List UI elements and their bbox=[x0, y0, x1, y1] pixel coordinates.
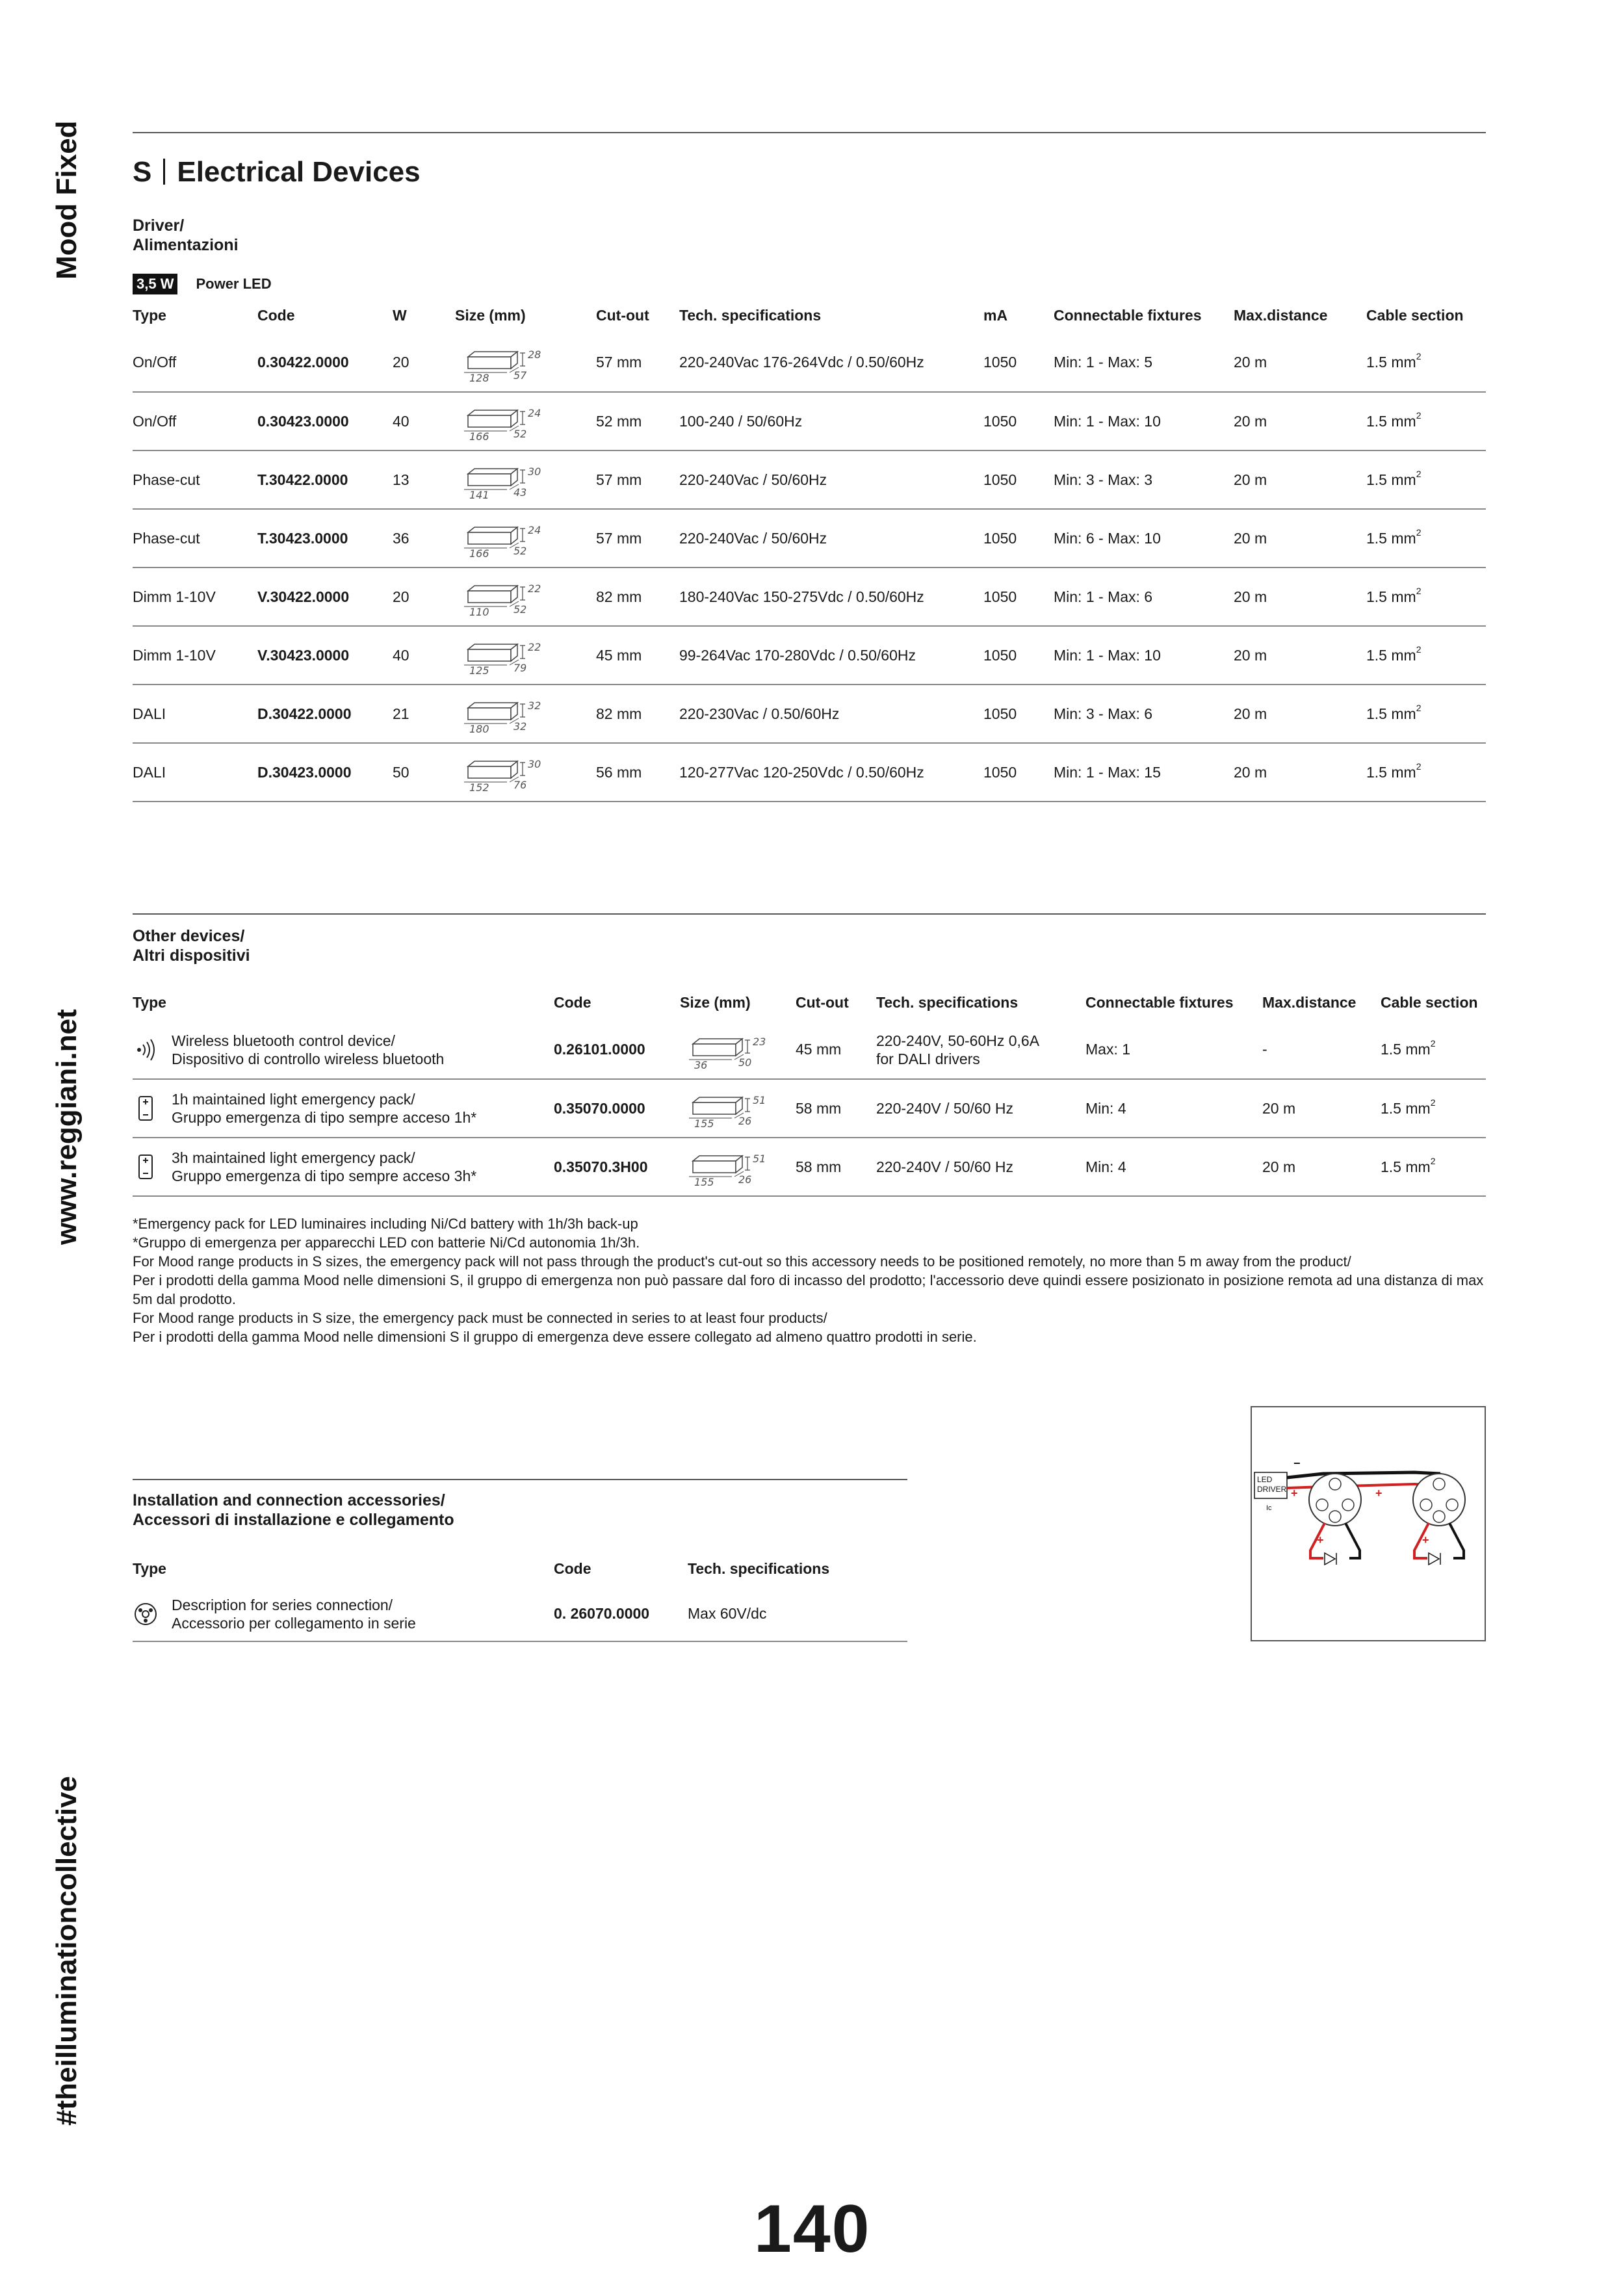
product-code: V.30422.0000 bbox=[257, 567, 393, 626]
connectable-fixtures: Min: 4 bbox=[1085, 1079, 1262, 1138]
driver-header-row bbox=[133, 297, 1486, 333]
tech-spec: 220-240V / 50/60 Hz bbox=[876, 1138, 1085, 1196]
product-code: 0.26101.0000 bbox=[554, 1021, 680, 1079]
size-length: 125 bbox=[469, 664, 489, 674]
table-row bbox=[133, 1138, 1486, 1196]
col-size: Size (mm) bbox=[455, 306, 526, 324]
box-dimension-icon bbox=[455, 344, 552, 382]
wattage: 20 bbox=[393, 567, 455, 626]
max-distance: 20 m bbox=[1234, 743, 1366, 802]
size-width: 26 bbox=[738, 1173, 752, 1186]
wattage: 13 bbox=[393, 450, 455, 509]
size-width: 57 bbox=[513, 369, 527, 382]
note-line: Per i prodotti della gamma Mood nelle dimensioni S, il gruppo di emergenza non può passare dal foro di incasso del prodotto; l'accessorio deve quindi essere posizionato in posizione remota ad una distanza di max 5m dal prodotto. bbox=[133, 1272, 1484, 1307]
install-heading-en: Installation and connection accessories/ bbox=[133, 1491, 445, 1509]
other-heading-it: Altri dispositivi bbox=[133, 946, 250, 965]
type: Phase-cut bbox=[133, 450, 257, 509]
wiring-diagram-svg bbox=[1252, 1407, 1485, 1640]
note-line: *Gruppo di emergenza per apparecchi LED con batterie Ni/Cd autonomia 1h/3h. bbox=[133, 1234, 640, 1251]
cable-section: 1.5 $mm^2$ bbox=[1366, 626, 1486, 685]
tech-spec: 220-240Vac 176-264Vdc / 0.50/60Hz bbox=[679, 333, 983, 392]
wattage: 40 bbox=[393, 626, 455, 685]
table-row bbox=[133, 1079, 1486, 1138]
other-devices-table bbox=[133, 984, 1486, 1197]
cable-section: 1.5 $mm^2$ bbox=[1381, 1079, 1486, 1138]
cut-out: 57 mm bbox=[596, 509, 679, 567]
driver-heading-it: Alimentazioni bbox=[133, 236, 239, 254]
size-height: 32 bbox=[528, 699, 541, 712]
size-length: 155 bbox=[694, 1117, 714, 1127]
col-type: Type bbox=[133, 1559, 166, 1577]
max-distance: 20 m bbox=[1234, 333, 1366, 392]
box-dimension-icon bbox=[680, 1089, 777, 1127]
col-spec: Tech. specifications bbox=[679, 306, 822, 324]
size-length: 166 bbox=[469, 430, 489, 440]
tech-spec: 99-264Vac 170-280Vdc / 0.50/60Hz bbox=[679, 626, 983, 685]
table-row bbox=[133, 392, 1486, 450]
table-row bbox=[133, 450, 1486, 509]
col-code: Code bbox=[554, 993, 591, 1011]
table-row bbox=[133, 509, 1486, 567]
type-en: Wireless bluetooth control device/ bbox=[172, 1032, 395, 1049]
col-cutout: Cut-out bbox=[796, 993, 849, 1011]
note-line: Per i prodotti della gamma Mood nelle dimensioni S il gruppo di emergenza deve essere collegato ad almeno quattro prodotti in serie. bbox=[133, 1329, 977, 1345]
milliamps: 1050 bbox=[983, 333, 1054, 392]
milliamps: 1050 bbox=[983, 450, 1054, 509]
max-distance: 20 m bbox=[1262, 1079, 1381, 1138]
wattage: 20 bbox=[393, 333, 455, 392]
box-dimension-icon bbox=[455, 636, 552, 674]
size-length: 155 bbox=[694, 1176, 714, 1186]
size-height: 24 bbox=[528, 407, 541, 419]
milliamps: 1050 bbox=[983, 567, 1054, 626]
title-separator bbox=[163, 159, 165, 185]
tech-spec: 220-240Vac / 50/60Hz bbox=[679, 509, 983, 567]
tech-spec: 220-230Vac / 0.50/60Hz bbox=[679, 685, 983, 743]
cable-section: 1.5 $mm^2$ bbox=[1381, 1021, 1486, 1079]
col-type: Type bbox=[133, 306, 166, 324]
connectable-fixtures: Min: 1 - Max: 15 bbox=[1054, 743, 1234, 802]
max-distance: 20 m bbox=[1234, 392, 1366, 450]
size-height: 22 bbox=[528, 582, 541, 595]
connectable-fixtures: Min: 1 - Max: 6 bbox=[1054, 567, 1234, 626]
side-label-hashtag: #theilluminationcollective bbox=[51, 1776, 83, 2126]
max-distance: 20 m bbox=[1234, 567, 1366, 626]
size-length: 36 bbox=[694, 1058, 708, 1069]
type: On/Off bbox=[133, 333, 257, 392]
size bbox=[455, 509, 596, 567]
driver-label-2: DRIVER bbox=[1257, 1485, 1287, 1494]
connector-icon bbox=[133, 1601, 159, 1627]
install-header-row bbox=[133, 1550, 907, 1587]
install-rule bbox=[133, 1479, 907, 1480]
note-line: For Mood range products in S size, the emergency pack must be connected in series to at least four products/ bbox=[133, 1310, 827, 1326]
type: On/Off bbox=[133, 392, 257, 450]
plus-sign-3: + bbox=[1317, 1533, 1324, 1546]
led-1 bbox=[1325, 1553, 1335, 1565]
title-text: Electrical Devices bbox=[177, 156, 421, 188]
col-ma: mA bbox=[983, 306, 1008, 324]
type: DALI bbox=[133, 685, 257, 743]
wire-black-top bbox=[1287, 1472, 1440, 1478]
side-label-mood-fixed: Mood Fixed bbox=[51, 120, 83, 280]
size-length: 128 bbox=[469, 371, 489, 382]
size bbox=[455, 567, 596, 626]
type-it: Dispositivo di controllo wireless bluetooth bbox=[172, 1050, 445, 1067]
max-distance: 20 m bbox=[1234, 626, 1366, 685]
other-rule bbox=[133, 913, 1486, 915]
bluetooth-icon bbox=[133, 1037, 159, 1063]
table-row bbox=[133, 685, 1486, 743]
wattage: 50 bbox=[393, 743, 455, 802]
led-2 bbox=[1429, 1553, 1439, 1565]
size-height: 28 bbox=[528, 348, 541, 361]
box-dimension-icon bbox=[455, 402, 552, 440]
driver-table bbox=[133, 297, 1486, 802]
cut-out: 58 mm bbox=[796, 1138, 876, 1196]
size bbox=[455, 450, 596, 509]
page-title bbox=[133, 156, 421, 189]
table-row bbox=[133, 626, 1486, 685]
milliamps: 1050 bbox=[983, 626, 1054, 685]
plus-sign-4: + bbox=[1422, 1533, 1429, 1546]
product-code: 0.35070.0000 bbox=[554, 1079, 680, 1138]
col-spec: Tech. specifications bbox=[876, 993, 1019, 1011]
size-length: 152 bbox=[469, 781, 489, 791]
type: Dimm 1-10V bbox=[133, 626, 257, 685]
tech-spec: 100-240 / 50/60Hz bbox=[679, 392, 983, 450]
product-code: D.30422.0000 bbox=[257, 685, 393, 743]
page-number: 140 bbox=[754, 2191, 871, 2267]
size-length: 141 bbox=[469, 489, 489, 499]
tech-spec: 220-240V / 50/60 Hz bbox=[876, 1079, 1085, 1138]
connectable-fixtures: Min: 1 - Max: 5 bbox=[1054, 333, 1234, 392]
power-badge: 3,5 W bbox=[133, 274, 177, 294]
box-dimension-icon bbox=[455, 461, 552, 499]
col-code: Code bbox=[554, 1559, 591, 1577]
tech-spec: 180-240Vac 150-275Vdc / 0.50/60Hz bbox=[679, 567, 983, 626]
size bbox=[455, 626, 596, 685]
product-code: 0. 26070.0000 bbox=[554, 1587, 688, 1641]
type-it: Gruppo emergenza di tipo sempre acceso 3h* bbox=[172, 1168, 477, 1184]
cable-section: 1.5 $mm^2$ bbox=[1366, 392, 1486, 450]
cut-out: 52 mm bbox=[596, 392, 679, 450]
cable-section: 1.5 $mm^2$ bbox=[1366, 509, 1486, 567]
size-height: 51 bbox=[753, 1094, 766, 1106]
milliamps: 1050 bbox=[983, 685, 1054, 743]
table-row bbox=[133, 1021, 1486, 1079]
title-prefix: S bbox=[133, 156, 152, 188]
connectable-fixtures: Min: 1 - Max: 10 bbox=[1054, 626, 1234, 685]
cable-section: 1.5 $mm^2$ bbox=[1366, 685, 1486, 743]
size-width: 52 bbox=[513, 603, 527, 616]
cut-out: 57 mm bbox=[596, 450, 679, 509]
wattage: 40 bbox=[393, 392, 455, 450]
size bbox=[455, 333, 596, 392]
size-length: 166 bbox=[469, 547, 489, 557]
cut-out: 45 mm bbox=[796, 1021, 876, 1079]
connectable-fixtures: Max: 1 bbox=[1085, 1021, 1262, 1079]
size-height: 23 bbox=[753, 1035, 766, 1048]
cable-section: 1.5 $mm^2$ bbox=[1366, 743, 1486, 802]
tech-spec: 220-240V, 50-60Hz 0,6A for DALI drivers bbox=[876, 1021, 1085, 1079]
col-code: Code bbox=[257, 306, 295, 324]
col-fixtures: Connectable fixtures bbox=[1054, 306, 1202, 324]
wattage: 36 bbox=[393, 509, 455, 567]
tech-spec: 220-240Vac / 50/60Hz bbox=[679, 450, 983, 509]
plus-sign-1: + bbox=[1291, 1487, 1298, 1500]
driver-heading bbox=[133, 216, 239, 255]
size-height: 30 bbox=[528, 465, 541, 478]
connectable-fixtures: Min: 3 - Max: 6 bbox=[1054, 685, 1234, 743]
cut-out: 45 mm bbox=[596, 626, 679, 685]
connectable-fixtures: Min: 1 - Max: 10 bbox=[1054, 392, 1234, 450]
col-distance: Max.distance bbox=[1234, 306, 1328, 324]
driver-label-1: LED bbox=[1257, 1475, 1273, 1484]
max-distance: 20 m bbox=[1234, 685, 1366, 743]
size bbox=[455, 685, 596, 743]
cable-section: 1.5 $mm^2$ bbox=[1366, 567, 1486, 626]
col-distance: Max.distance bbox=[1262, 993, 1357, 1011]
box-dimension-icon bbox=[455, 578, 552, 616]
plus-sign-2: + bbox=[1375, 1487, 1383, 1500]
max-distance: 20 m bbox=[1234, 509, 1366, 567]
size-width: 52 bbox=[513, 545, 527, 557]
other-heading-en: Other devices/ bbox=[133, 927, 245, 945]
size-length: 180 bbox=[469, 723, 489, 733]
size-height: 22 bbox=[528, 641, 541, 653]
col-w: W bbox=[393, 306, 407, 324]
col-spec: Tech. specifications bbox=[688, 1559, 830, 1577]
milliamps: 1050 bbox=[983, 743, 1054, 802]
size bbox=[680, 1021, 796, 1079]
side-label-website[interactable]: www.reggiani.net bbox=[51, 1009, 83, 1245]
connectable-fixtures: Min: 4 bbox=[1085, 1138, 1262, 1196]
table-row bbox=[133, 567, 1486, 626]
max-distance: 20 m bbox=[1234, 450, 1366, 509]
size bbox=[680, 1138, 796, 1196]
type-it: Gruppo emergenza di tipo sempre acceso 1h* bbox=[172, 1109, 477, 1126]
minus-sign-1: − bbox=[1293, 1457, 1301, 1470]
col-cable: Cable section bbox=[1381, 993, 1478, 1011]
type: Dimm 1-10V bbox=[133, 567, 257, 626]
size-length: 110 bbox=[469, 606, 489, 616]
product-code: 0.30422.0000 bbox=[257, 333, 393, 392]
size bbox=[455, 392, 596, 450]
ic-label: Ic bbox=[1266, 1504, 1272, 1512]
tech-spec: 120-277Vac 120-250Vdc / 0.50/60Hz bbox=[679, 743, 983, 802]
col-size: Size (mm) bbox=[680, 993, 751, 1011]
size-width: 43 bbox=[513, 486, 527, 499]
install-table bbox=[133, 1550, 907, 1642]
col-cutout: Cut-out bbox=[596, 306, 649, 324]
size-width: 32 bbox=[513, 720, 527, 733]
size-width: 26 bbox=[738, 1115, 752, 1127]
size-height: 24 bbox=[528, 524, 541, 536]
cut-out: 57 mm bbox=[596, 333, 679, 392]
install-heading-it: Accessori di installazione e collegamento bbox=[133, 1511, 454, 1529]
cut-out: 82 mm bbox=[596, 567, 679, 626]
size-width: 79 bbox=[513, 662, 527, 674]
milliamps: 1050 bbox=[983, 392, 1054, 450]
max-distance: - bbox=[1262, 1021, 1381, 1079]
wattage: 21 bbox=[393, 685, 455, 743]
type-en: 3h maintained light emergency pack/ bbox=[172, 1149, 415, 1166]
battery-icon bbox=[133, 1154, 159, 1180]
cut-out: 58 mm bbox=[796, 1079, 876, 1138]
box-dimension-icon bbox=[455, 695, 552, 733]
col-cable: Cable section bbox=[1366, 306, 1464, 324]
table-row bbox=[133, 743, 1486, 802]
product-code: T.30423.0000 bbox=[257, 509, 393, 567]
product-code: 0.35070.3H00 bbox=[554, 1138, 680, 1196]
other-heading bbox=[133, 926, 250, 965]
cut-out: 56 mm bbox=[596, 743, 679, 802]
product-code: D.30423.0000 bbox=[257, 743, 393, 802]
milliamps: 1050 bbox=[983, 509, 1054, 567]
top-rule bbox=[133, 132, 1486, 133]
box-dimension-icon bbox=[455, 753, 552, 791]
note-line: For Mood range products in S sizes, the emergency pack will not pass through the product's cut-out so this accessory needs to be positioned remotely, no more than 5 m away from the product/ bbox=[133, 1253, 1351, 1270]
tech-spec: Max 60V/dc bbox=[688, 1587, 907, 1641]
box-dimension-icon bbox=[680, 1031, 777, 1069]
size-width: 76 bbox=[513, 779, 527, 791]
connectable-fixtures: Min: 3 - Max: 3 bbox=[1054, 450, 1234, 509]
type-en: Description for series connection/ bbox=[172, 1596, 393, 1613]
power-badge-label: Power LED bbox=[196, 276, 272, 292]
series-connection-diagram bbox=[1251, 1406, 1486, 1641]
note-line: *Emergency pack for LED luminaires including Ni/Cd battery with 1h/3h back-up bbox=[133, 1216, 638, 1232]
cable-section: 1.5 $mm^2$ bbox=[1381, 1138, 1486, 1196]
driver-heading-en: Driver/ bbox=[133, 216, 185, 235]
size bbox=[455, 743, 596, 802]
max-distance: 20 m bbox=[1262, 1138, 1381, 1196]
col-fixtures: Connectable fixtures bbox=[1085, 993, 1234, 1011]
size-height: 30 bbox=[528, 758, 541, 770]
col-type: Type bbox=[133, 993, 166, 1011]
type-en: 1h maintained light emergency pack/ bbox=[172, 1091, 415, 1108]
connectable-fixtures: Min: 6 - Max: 10 bbox=[1054, 509, 1234, 567]
install-heading bbox=[133, 1491, 454, 1530]
box-dimension-icon bbox=[680, 1148, 777, 1186]
product-code: T.30422.0000 bbox=[257, 450, 393, 509]
cable-section: 1.5 $mm^2$ bbox=[1366, 333, 1486, 392]
battery-icon bbox=[133, 1095, 159, 1121]
size-width: 50 bbox=[738, 1056, 752, 1069]
table-row bbox=[133, 333, 1486, 392]
product-code: V.30423.0000 bbox=[257, 626, 393, 685]
type: DALI bbox=[133, 743, 257, 802]
other-header-row bbox=[133, 984, 1486, 1021]
power-badge-row bbox=[133, 274, 272, 294]
footnotes bbox=[133, 1214, 1491, 1346]
cut-out: 82 mm bbox=[596, 685, 679, 743]
size bbox=[680, 1079, 796, 1138]
table-row bbox=[133, 1587, 907, 1641]
type: Phase-cut bbox=[133, 509, 257, 567]
product-code: 0.30423.0000 bbox=[257, 392, 393, 450]
size-width: 52 bbox=[513, 428, 527, 440]
type-it: Accessorio per collegamento in serie bbox=[172, 1614, 416, 1632]
size-height: 51 bbox=[753, 1153, 766, 1165]
box-dimension-icon bbox=[455, 519, 552, 557]
cable-section: 1.5 $mm^2$ bbox=[1366, 450, 1486, 509]
